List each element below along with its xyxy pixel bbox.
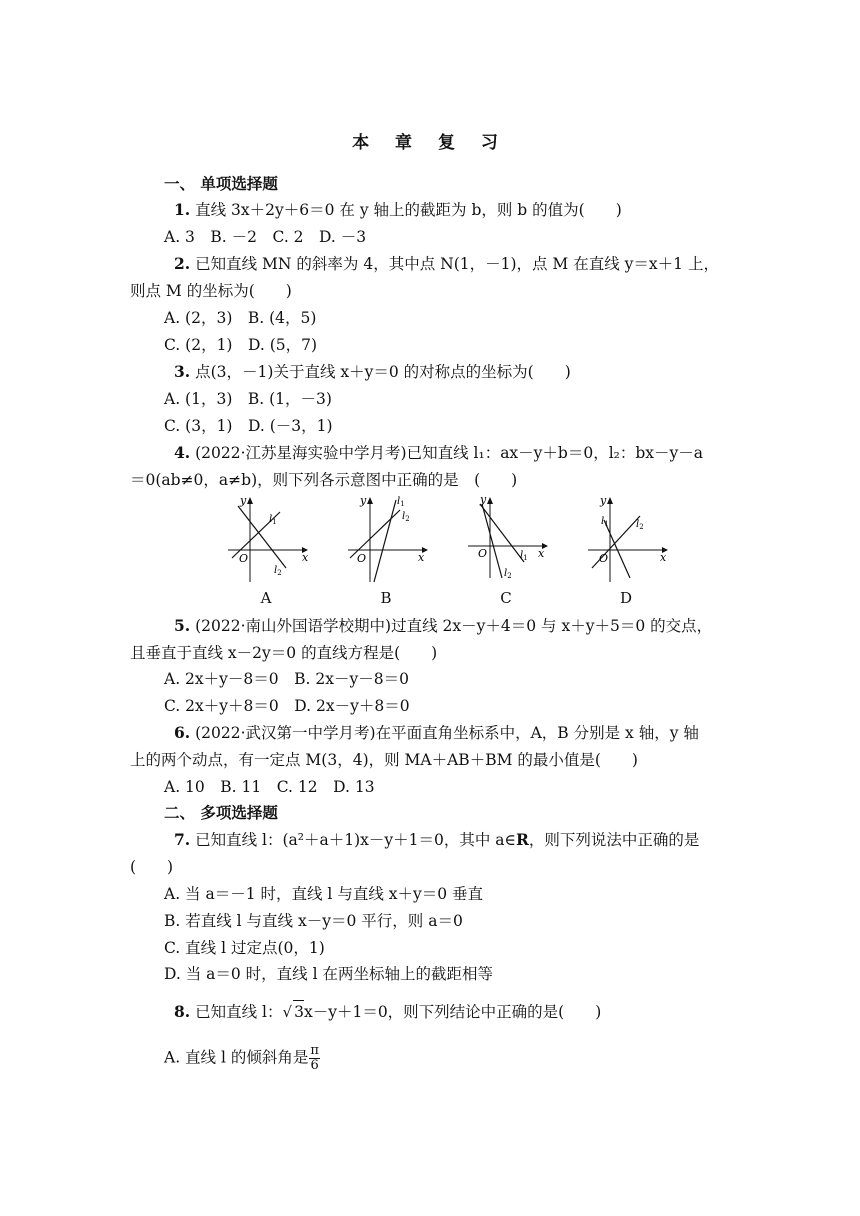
x-axis-label: x	[538, 547, 545, 560]
question-1-options: A. 3 B. －2 C. 2 D. －3	[164, 228, 367, 246]
question-8-option-a	[164, 1044, 320, 1073]
question-6-stem-continued: 上的两个动点，有一定点 M(3，4)，则 MA＋AB＋BM 的最小值是( )	[130, 751, 638, 769]
question-number: 2.	[174, 254, 191, 273]
option-text: A. 直线 l 的倾斜角是	[164, 1048, 309, 1067]
figure-d	[584, 494, 668, 606]
line-l2-label: $l_2$	[274, 565, 282, 577]
question-3-options-cd: C. (3，1) D. (－3，1)	[164, 417, 333, 435]
x-axis-label: x	[660, 551, 667, 564]
section-multi-choice: 二、 多项选择题	[164, 803, 278, 822]
line-l1-label: $l_1$	[520, 550, 528, 562]
x-axis-label: x	[418, 551, 425, 564]
fraction-numerator: π	[310, 1043, 319, 1058]
figure-c-graph	[464, 494, 548, 589]
y-axis-label: y	[360, 494, 367, 507]
question-number: 4.	[174, 443, 191, 462]
line-l2-label: $l_2$	[402, 511, 410, 523]
y-axis-label: y	[600, 494, 607, 507]
question-7-option-b: B. 若直线 l 与直线 x－y＝0 平行，则 a＝0	[164, 912, 463, 930]
origin-label: O	[239, 552, 249, 565]
question-stem: 直线 3x＋2y＋6＝0 在 y 轴上的截距为 b，则 b 的值为( )	[195, 201, 622, 219]
question-stem: 已知直线 l：	[195, 1003, 283, 1021]
question-number: 6.	[174, 723, 191, 742]
figure-d-graph	[584, 494, 668, 589]
line-l2-label: $l_2$	[504, 568, 512, 580]
question-7	[174, 829, 699, 851]
figure-b	[344, 494, 428, 606]
question-2	[174, 253, 719, 275]
question-number: 5.	[174, 616, 191, 635]
figure-a-graph	[224, 494, 308, 589]
figure-c	[464, 494, 548, 606]
sqrt-argument: 3	[293, 1000, 304, 1023]
question-1	[174, 199, 622, 221]
question-stem: (2022·武汉第一中学月考)在平面直角坐标系中，A，B 分别是 x 轴，y 轴	[195, 724, 699, 742]
page-title: 本 章 复 习	[352, 133, 508, 153]
question-2-options-ab: A. (2，3) B. (4，5)	[164, 309, 317, 327]
section-single-choice: 一、 单项选择题	[164, 174, 278, 193]
question-4-figures	[224, 494, 667, 607]
figure-b-label: B	[380, 589, 392, 607]
question-5	[174, 615, 712, 637]
line-l1-label: $l_1$	[397, 496, 405, 508]
question-3-options-ab: A. (1，3) B. (1，－3)	[164, 390, 332, 408]
question-7-option-a: A. 当 a＝－1 时，直线 l 与直线 x＋y＝0 垂直	[164, 885, 484, 903]
figure-a	[224, 494, 308, 606]
question-number: 7.	[174, 830, 191, 849]
y-axis-label: y	[480, 494, 487, 506]
question-7-option-c: C. 直线 l 过定点(0，1)	[164, 939, 325, 957]
question-4-stem-continued: ＝0(ab≠0，a≠b)，则下列各示意图中正确的是 ( )	[130, 471, 518, 489]
question-7-stem-continued: ( )	[130, 858, 174, 876]
question-7-option-d: D. 当 a＝0 时，直线 l 在两坐标轴上的截距相等	[164, 965, 493, 983]
origin-label: O	[478, 547, 488, 560]
question-number: 8.	[174, 1002, 191, 1021]
fraction-pi-over-6	[309, 1044, 320, 1073]
figure-a-label: A	[260, 589, 272, 607]
question-stem: (2022·江苏星海实验中学月考)已知直线 l₁：ax－y＋b＝0，l₂：bx－y－a	[195, 444, 704, 462]
question-stem: 已知直线 MN 的斜率为 4，其中点 N(1，－1)，点 M 在直线 y＝x＋1 上，	[195, 255, 719, 273]
line-l1-label: $l_1$	[601, 516, 609, 528]
question-4	[174, 442, 703, 464]
question-stem: 已知直线 l：(a²＋a＋1)x－y＋1＝0，其中 a∈	[195, 831, 517, 849]
fraction-denominator: 6	[310, 1058, 319, 1073]
question-number: 1.	[174, 200, 191, 219]
question-6-options: A. 10 B. 11 C. 12 D. 13	[164, 778, 375, 796]
origin-label: O	[357, 552, 367, 565]
x-axis-label: x	[302, 551, 308, 564]
question-2-stem-continued: 则点 M 的坐标为( )	[130, 282, 292, 300]
question-stem-end: ，则下列说法中正确的是	[528, 831, 700, 849]
question-number: 3.	[174, 362, 191, 381]
question-6	[174, 722, 699, 744]
question-stem-end: x－y＋1＝0，则下列结论中正确的是( )	[303, 1003, 602, 1021]
origin-label: O	[599, 552, 609, 565]
question-5-options-ab: A. 2x＋y－8＝0 B. 2x－y－8＝0	[164, 670, 409, 688]
sqrt-symbol: √	[282, 1003, 293, 1021]
real-set-symbol: R	[516, 830, 529, 849]
question-8	[174, 1000, 601, 1023]
figure-d-label: D	[619, 589, 633, 607]
figure-c-label: C	[500, 589, 512, 607]
question-5-options-cd: C. 2x＋y＋8＝0 D. 2x－y＋8＝0	[164, 697, 410, 715]
question-stem: (2022·南山外国语学校期中)过直线 2x－y＋4＝0 与 x＋y＋5＝0 的交点，	[195, 617, 713, 635]
question-stem: 点(3，－1)关于直线 x＋y＝0 的对称点的坐标为( )	[195, 363, 571, 381]
question-3	[174, 361, 571, 383]
line-l2-label: $l_2$	[636, 519, 644, 531]
question-5-stem-continued: 且垂直于直线 x－2y＝0 的直线方程是( )	[130, 644, 438, 662]
line-l1-label: $l_1$	[269, 514, 277, 526]
question-2-options-cd: C. (2，1) D. (5，7)	[164, 336, 318, 354]
y-axis-label: y	[240, 494, 247, 507]
figure-b-graph	[344, 494, 428, 589]
